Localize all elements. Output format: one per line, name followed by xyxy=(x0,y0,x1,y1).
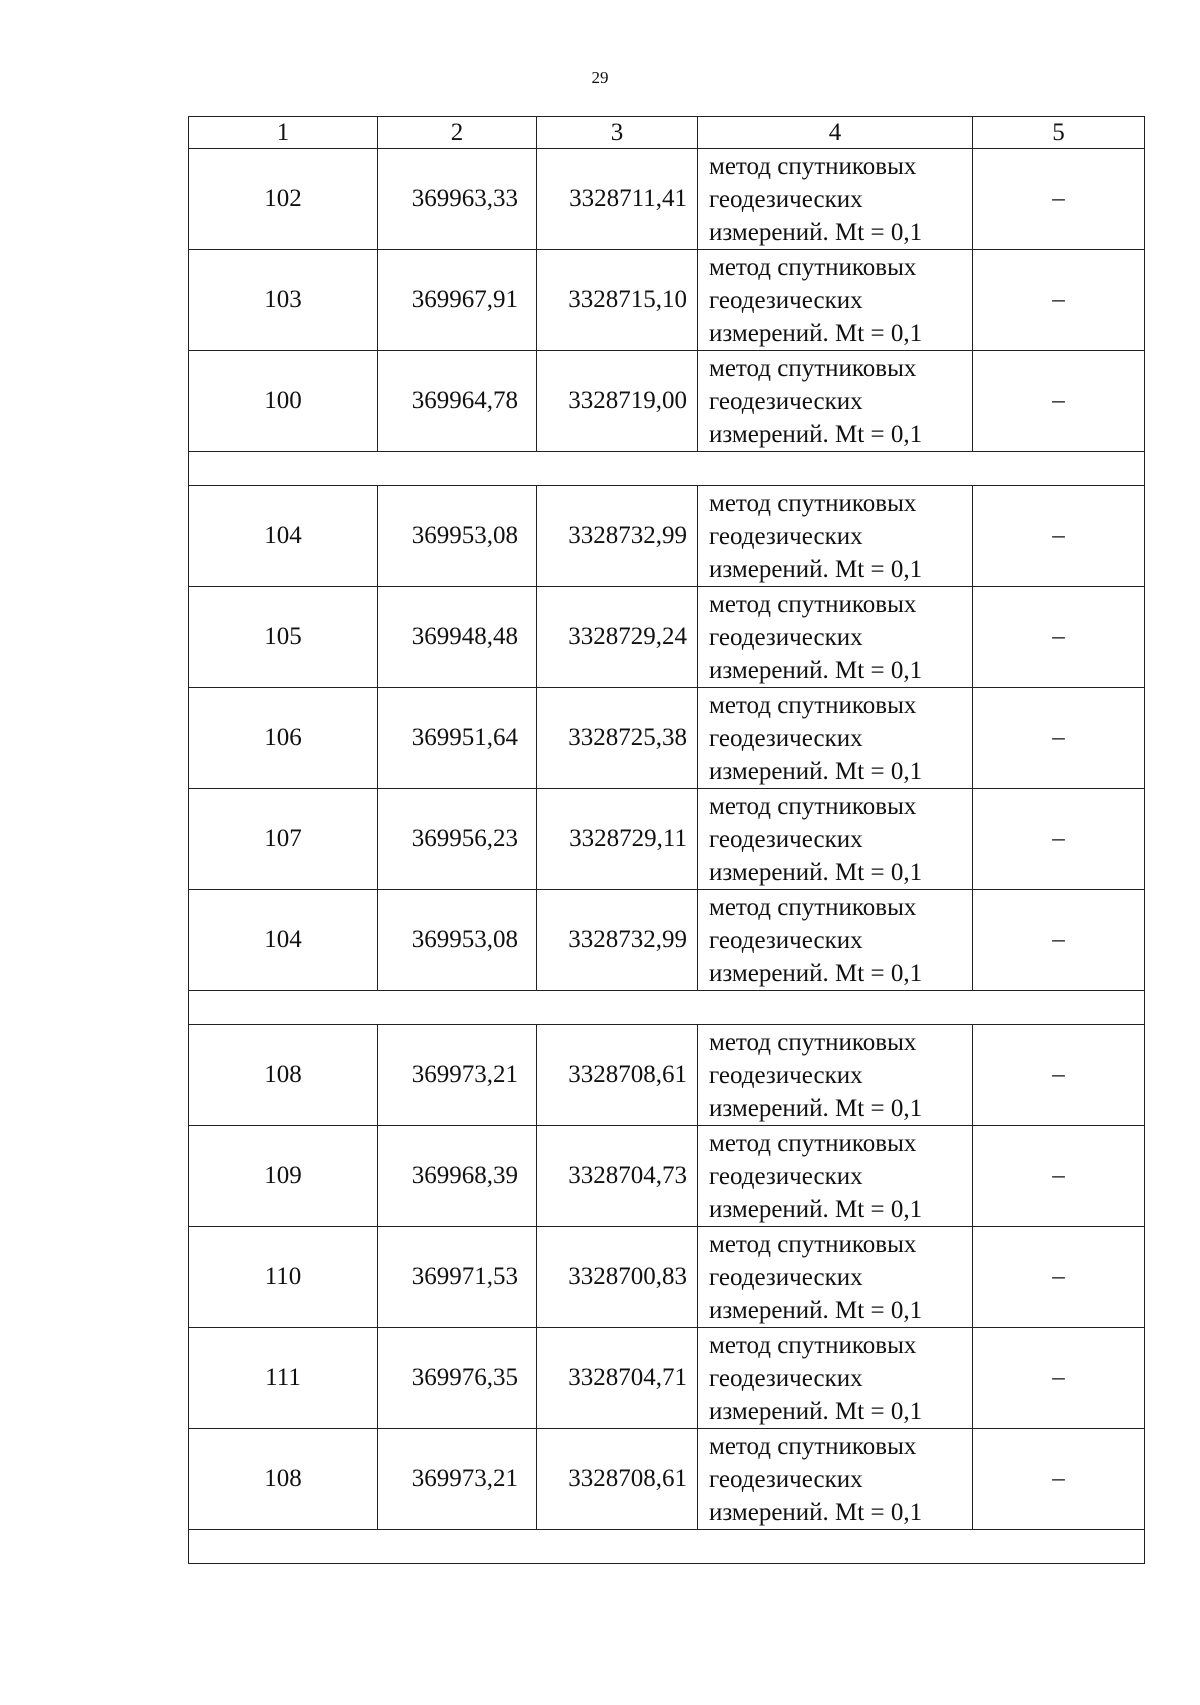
note-cell: – xyxy=(973,250,1145,351)
method-text-line: метод спутниковых xyxy=(709,253,917,281)
block-separator-row xyxy=(189,452,1145,486)
point-number-cell: 103 xyxy=(189,250,378,351)
method-text-line: измерений. Mt = 0,1 xyxy=(709,1195,923,1223)
header-row xyxy=(189,117,1145,149)
note-cell: – xyxy=(973,688,1145,789)
method-text-line: метод спутниковых xyxy=(709,691,917,719)
method-text-line: метод спутниковых xyxy=(709,1230,917,1258)
x-coordinate-cell: 369951,64 xyxy=(378,688,537,789)
method-text-line: измерений. Mt = 0,1 xyxy=(709,555,923,583)
method-text-line: геодезических xyxy=(709,1364,863,1392)
x-coordinate-cell: 369967,91 xyxy=(378,250,537,351)
x-coordinate-cell: 369971,53 xyxy=(378,1227,537,1328)
table-row xyxy=(189,149,1145,250)
table-row xyxy=(189,351,1145,452)
x-coordinate-cell: 369973,21 xyxy=(378,1025,537,1126)
method-text-line: геодезических xyxy=(709,522,863,550)
method-text-line: измерений. Mt = 0,1 xyxy=(709,959,923,987)
note-cell: – xyxy=(973,1429,1145,1530)
header-cell-2: 2 xyxy=(378,117,537,149)
x-coordinate-cell: 369963,33 xyxy=(378,149,537,250)
table-row xyxy=(189,1328,1145,1429)
y-coordinate-cell: 3328711,41 xyxy=(537,149,698,250)
x-coordinate-cell: 369953,08 xyxy=(378,890,537,991)
method-text-line: метод спутниковых xyxy=(709,489,917,517)
method-text-line: измерений. Mt = 0,1 xyxy=(709,757,923,785)
method-text-line: геодезических xyxy=(709,1465,863,1493)
method-text-line: геодезических xyxy=(709,724,863,752)
table-row xyxy=(189,486,1145,587)
method-text-line: измерений. Mt = 0,1 xyxy=(709,319,923,347)
table-row xyxy=(189,1429,1145,1530)
point-number-cell: 107 xyxy=(189,789,378,890)
y-coordinate-cell: 3328704,71 xyxy=(537,1328,698,1429)
y-coordinate-cell: 3328715,10 xyxy=(537,250,698,351)
point-number-cell: 109 xyxy=(189,1126,378,1227)
method-text-line: измерений. Mt = 0,1 xyxy=(709,1296,923,1324)
header-cell-3: 3 xyxy=(537,117,698,149)
point-number-cell: 100 xyxy=(189,351,378,452)
method-text-line: метод спутниковых xyxy=(709,152,917,180)
method-text-line: метод спутниковых xyxy=(709,1331,917,1359)
table-row xyxy=(189,250,1145,351)
y-coordinate-cell: 3328732,99 xyxy=(537,890,698,991)
method-text-line: метод спутниковых xyxy=(709,1028,917,1056)
header-cell-4: 4 xyxy=(698,117,973,149)
y-coordinate-cell: 3328729,24 xyxy=(537,587,698,688)
x-coordinate-cell: 369968,39 xyxy=(378,1126,537,1227)
method-text-line: геодезических xyxy=(709,1061,863,1089)
method-text-line: измерений. Mt = 0,1 xyxy=(709,1498,923,1526)
method-cell xyxy=(698,789,973,890)
header-cell-1: 1 xyxy=(189,117,378,149)
method-cell xyxy=(698,1227,973,1328)
table-row xyxy=(189,1227,1145,1328)
y-coordinate-cell: 3328708,61 xyxy=(537,1429,698,1530)
method-text-line: измерений. Mt = 0,1 xyxy=(709,858,923,886)
point-number-cell: 105 xyxy=(189,587,378,688)
method-text-line: геодезических xyxy=(709,1263,863,1291)
y-coordinate-cell: 3328708,61 xyxy=(537,1025,698,1126)
table-row xyxy=(189,688,1145,789)
y-coordinate-cell: 3328719,00 xyxy=(537,351,698,452)
method-text-line: метод спутниковых xyxy=(709,792,917,820)
y-coordinate-cell: 3328725,38 xyxy=(537,688,698,789)
method-text-line: геодезических xyxy=(709,926,863,954)
method-cell xyxy=(698,149,973,250)
x-coordinate-cell: 369973,21 xyxy=(378,1429,537,1530)
point-number-cell: 108 xyxy=(189,1025,378,1126)
note-cell: – xyxy=(973,351,1145,452)
method-text-line: измерений. Mt = 0,1 xyxy=(709,1397,923,1425)
coordinates-table-body xyxy=(189,117,1145,1564)
table-row xyxy=(189,789,1145,890)
block-separator-row xyxy=(189,1530,1145,1564)
separator-cell xyxy=(189,991,1145,1025)
block-separator-row xyxy=(189,991,1145,1025)
method-text-line: метод спутниковых xyxy=(709,893,917,921)
x-coordinate-cell: 369953,08 xyxy=(378,486,537,587)
point-number-cell: 104 xyxy=(189,486,378,587)
x-coordinate-cell: 369948,48 xyxy=(378,587,537,688)
y-coordinate-cell: 3328729,11 xyxy=(537,789,698,890)
method-cell xyxy=(698,688,973,789)
method-text-line: измерений. Mt = 0,1 xyxy=(709,420,923,448)
method-text-line: метод спутниковых xyxy=(709,1129,917,1157)
table-row xyxy=(189,890,1145,991)
method-text-line: геодезических xyxy=(709,387,863,415)
note-cell: – xyxy=(973,1328,1145,1429)
point-number-cell: 108 xyxy=(189,1429,378,1530)
method-cell xyxy=(698,587,973,688)
note-cell: – xyxy=(973,1126,1145,1227)
method-cell xyxy=(698,1126,973,1227)
separator-cell xyxy=(189,1530,1145,1564)
method-text-line: геодезических xyxy=(709,286,863,314)
y-coordinate-cell: 3328704,73 xyxy=(537,1126,698,1227)
note-cell: – xyxy=(973,1227,1145,1328)
note-cell: – xyxy=(973,486,1145,587)
coordinates-table xyxy=(188,116,1145,1564)
note-cell: – xyxy=(973,789,1145,890)
method-text-line: геодезических xyxy=(709,623,863,651)
method-text-line: измерений. Mt = 0,1 xyxy=(709,1094,923,1122)
y-coordinate-cell: 3328700,83 xyxy=(537,1227,698,1328)
point-number-cell: 111 xyxy=(189,1328,378,1429)
separator-cell xyxy=(189,452,1145,486)
point-number-cell: 110 xyxy=(189,1227,378,1328)
note-cell: – xyxy=(973,587,1145,688)
table-row xyxy=(189,1126,1145,1227)
table-row xyxy=(189,1025,1145,1126)
method-cell xyxy=(698,1025,973,1126)
method-cell xyxy=(698,1328,973,1429)
header-cell-5: 5 xyxy=(973,117,1145,149)
x-coordinate-cell: 369956,23 xyxy=(378,789,537,890)
table-row xyxy=(189,587,1145,688)
method-text-line: геодезических xyxy=(709,185,863,213)
point-number-cell: 106 xyxy=(189,688,378,789)
note-cell: – xyxy=(973,890,1145,991)
x-coordinate-cell: 369976,35 xyxy=(378,1328,537,1429)
method-text-line: метод спутниковых xyxy=(709,590,917,618)
method-cell xyxy=(698,351,973,452)
x-coordinate-cell: 369964,78 xyxy=(378,351,537,452)
method-cell xyxy=(698,890,973,991)
method-text-line: измерений. Mt = 0,1 xyxy=(709,218,923,246)
point-number-cell: 104 xyxy=(189,890,378,991)
method-cell xyxy=(698,1429,973,1530)
y-coordinate-cell: 3328732,99 xyxy=(537,486,698,587)
page-number: 29 xyxy=(591,68,609,87)
method-cell xyxy=(698,486,973,587)
method-text-line: геодезических xyxy=(709,825,863,853)
method-text-line: геодезических xyxy=(709,1162,863,1190)
method-cell xyxy=(698,250,973,351)
point-number-cell: 102 xyxy=(189,149,378,250)
method-text-line: измерений. Mt = 0,1 xyxy=(709,656,923,684)
note-cell: – xyxy=(973,149,1145,250)
method-text-line: метод спутниковых xyxy=(709,1432,917,1460)
note-cell: – xyxy=(973,1025,1145,1126)
method-text-line: метод спутниковых xyxy=(709,354,917,382)
